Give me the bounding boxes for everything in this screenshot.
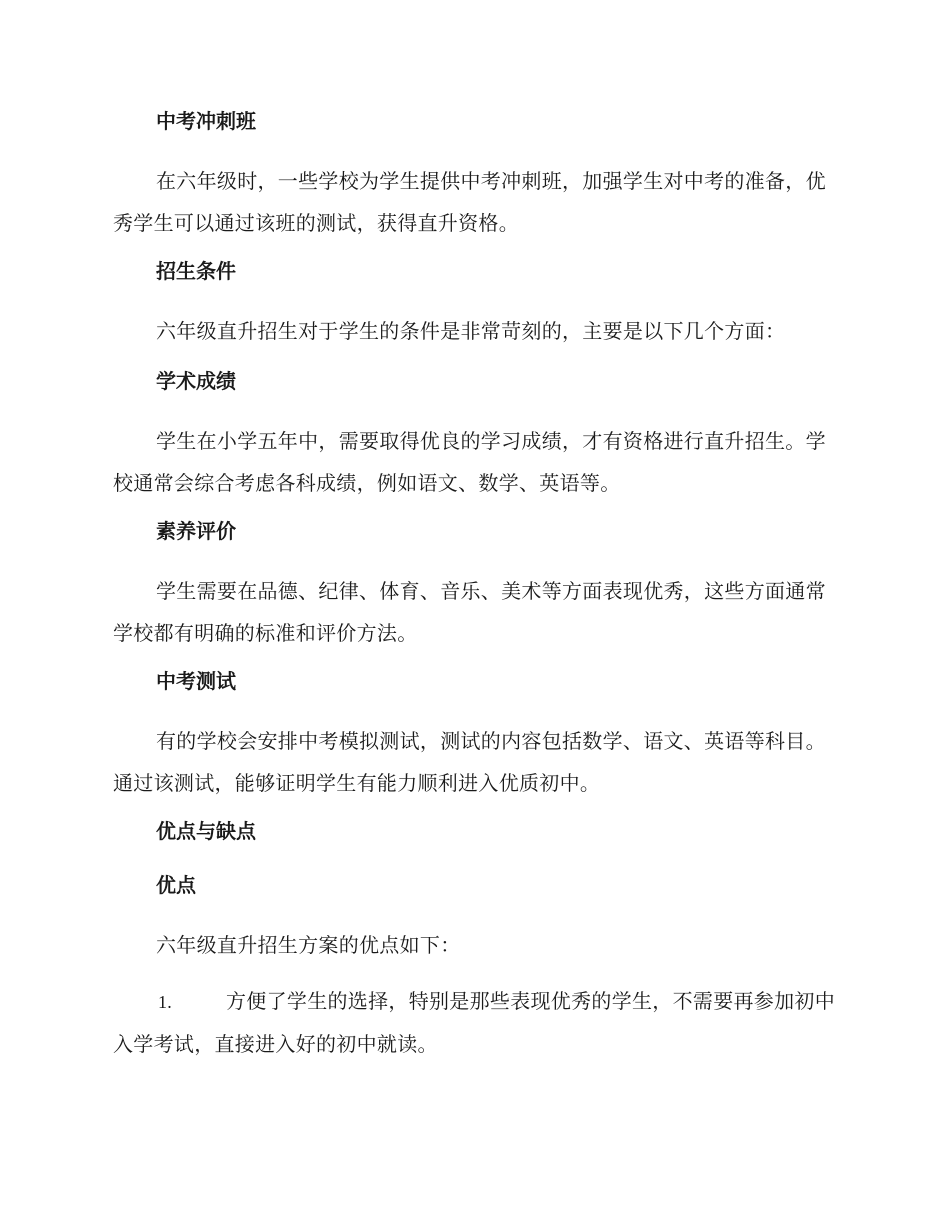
document-body [113,106,835,1065]
section-heading: 优点与缺点 [156,819,256,843]
section-heading: 素养评价 [156,519,236,543]
paragraph: 在六年级时，一些学校为学生提供中考冲刺班，加强学生对中考的准备，优秀学生可以通过该班的测试，获得直升资格。 [113,169,826,235]
section-heading: 优点 [156,873,196,897]
list-item-number: 1. [158,992,173,1012]
paragraph: 六年级直升招生对于学生的条件是非常苛刻的，主要是以下几个方面： [156,319,786,343]
paragraph: 学生需要在品德、纪律、体育、音乐、美术等方面表现优秀，这些方面通常学校都有明确的标准和评价方法。 [113,579,826,645]
paragraph: 六年级直升招生方案的优点如下： [156,933,461,957]
section-heading: 学术成绩 [156,369,236,393]
paragraph: 有的学校会安排中考模拟测试，测试的内容包括数学、语文、英语等科目。通过该测试，能够证明学生有能力顺利进入优质初中。 [113,729,826,795]
section-heading: 中考测试 [156,669,236,693]
section-heading: 中考冲刺班 [156,109,256,133]
paragraph: 学生在小学五年中，需要取得优良的学习成绩，才有资格进行直升招生。学校通常会综合考虑各科成绩，例如语文、数学、英语等。 [113,429,826,495]
list-item-text: 方便了学生的选择，特别是那些表现优秀的学生，不需要再参加初中入学考试，直接进入好的初中就读。 [113,989,835,1056]
section-heading: 招生条件 [156,259,236,283]
list-item [113,980,835,1065]
